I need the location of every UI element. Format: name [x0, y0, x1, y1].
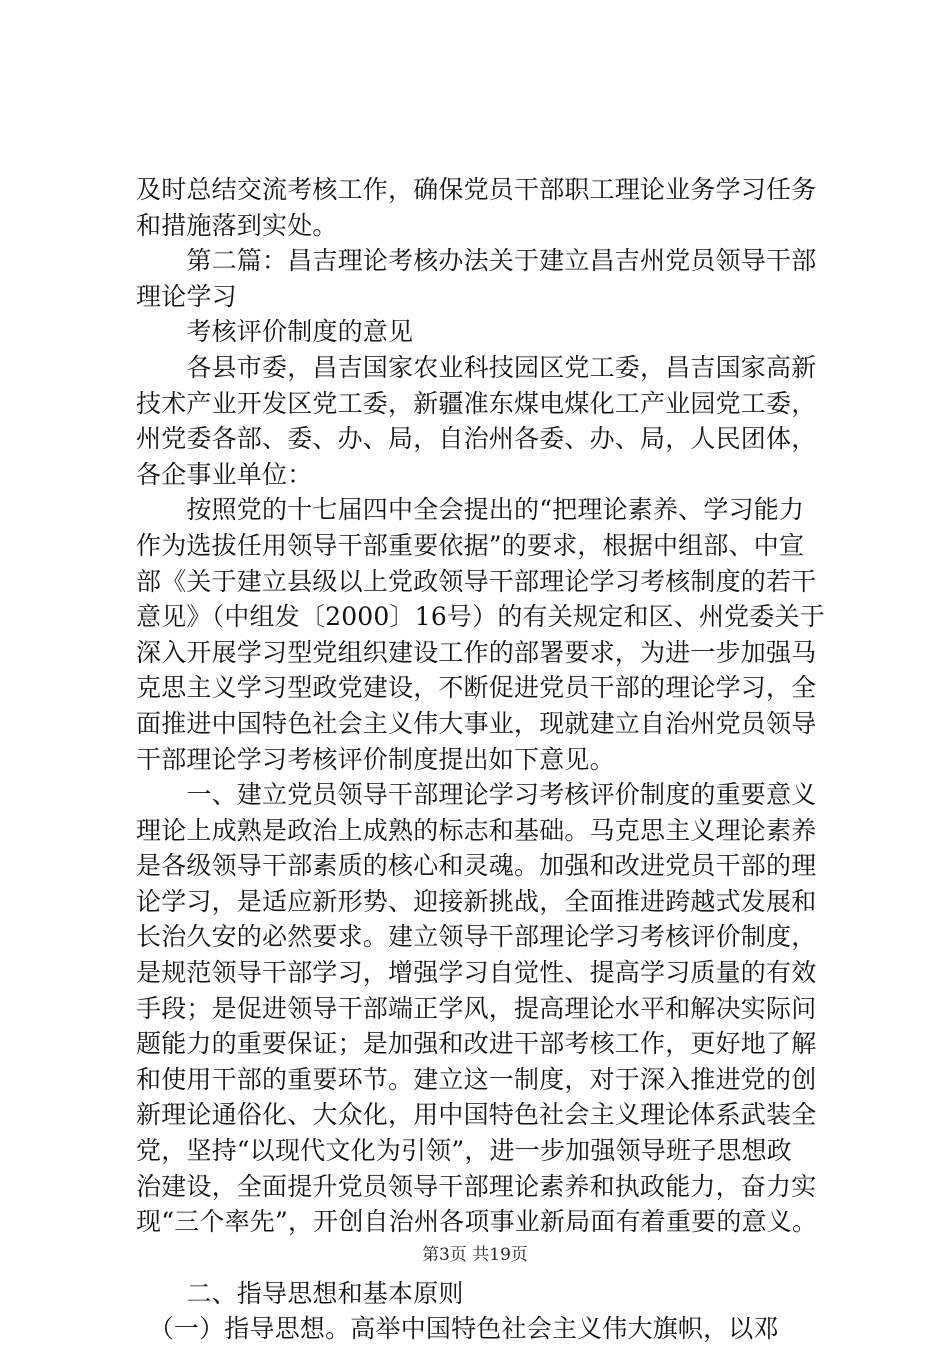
document-body: [136, 172, 836, 1347]
text-line: 论学习，是适应新形势、迎接新挑战，全面推进跨越式发展和: [136, 886, 817, 916]
text-line: 长治久安的必然要求。建立领导干部理论学习考核评价制度，: [136, 922, 817, 952]
text-line: 理论上成熟是政治上成熟的标志和基础。马克思主义理论素养: [136, 815, 817, 845]
text-line: 治建设，全面提升党员领导干部理论素养和执政能力，奋力实: [136, 1171, 817, 1201]
text-line: 题能力的重要保证；是加强和改进干部考核工作，更好地了解: [136, 1029, 817, 1059]
text-line: 州党委各部、委、办、局，自治州各委、办、局，人民团体，: [136, 424, 817, 454]
text-line: 各县市委，昌吉国家农业科技园区党工委，昌吉国家高新: [136, 352, 817, 382]
text-line: 意见》（中组发〔2000〕16号）的有关规定和区、州党委关于: [136, 602, 825, 632]
text-line: 党，坚持“以现代文化为引领”，进一步加强领导班子思想政: [136, 1136, 792, 1166]
section-heading-line: 第二篇：昌吉理论考核办法关于建立昌吉州党员领导干部: [136, 246, 817, 276]
text-line: 部《关于建立县级以上党政领导干部理论学习考核制度的若干: [136, 566, 817, 596]
text-line: 各企事业单位：: [136, 459, 313, 489]
text-line: 是各级领导干部素质的核心和灵魂。加强和改进党员干部的理: [136, 851, 817, 881]
text-line: 及时总结交流考核工作，确保党员干部职工理论业务学习任务: [136, 175, 817, 204]
text-line: 新理论通俗化、大众化，用中国特色社会主义理论体系武装全: [136, 1100, 817, 1130]
text-line: 技术产业开发区党工委，新疆准东煤电煤化工产业园党工委，: [136, 388, 817, 418]
text-line: 克思主义学习型政党建设，不断促进党员干部的理论学习，全: [136, 673, 817, 703]
page-number-footer: 第3页 共19页: [422, 1245, 528, 1265]
text-line: 面推进中国特色社会主义伟大事业，现就建立自治州党员领导: [136, 708, 817, 738]
text-line: 作为选拔任用领导干部重要依据”的要求，根据中组部、中宣: [136, 530, 805, 560]
text-line: 是规范领导干部学习，增强学习自觉性、提高学习质量的有效: [136, 958, 817, 988]
section-heading-line: 理论学习: [136, 281, 237, 311]
text-line: 按照党的十七届四中全会提出的“把理论素养、学习能力: [136, 495, 805, 525]
text-line: （一）指导思想。高举中国特色社会主义伟大旗帜，以邓: [136, 1314, 779, 1344]
text-line: 和使用干部的重要环节。建立这一制度，对于深入推进党的创: [136, 1064, 817, 1094]
section-heading-line: 一、建立党员领导干部理论学习考核评价制度的重要意义: [136, 780, 817, 810]
text-line: 和措施落到实处。: [136, 210, 338, 240]
section-heading-line: 二、指导思想和基本原则: [136, 1278, 464, 1308]
text-line: 深入开展学习型党组织建设工作的部署要求，为进一步加强马: [136, 637, 817, 667]
document-subtitle-line: 考核评价制度的意见: [136, 317, 414, 347]
text-line: 现“三个率先”，开创自治州各项事业新局面有着重要的意义。: [136, 1207, 818, 1237]
text-line: 手段；是促进领导干部端正学风，提高理论水平和解决实际问: [136, 993, 817, 1023]
text-line: 干部理论学习考核评价制度提出如下意见。: [136, 744, 615, 774]
